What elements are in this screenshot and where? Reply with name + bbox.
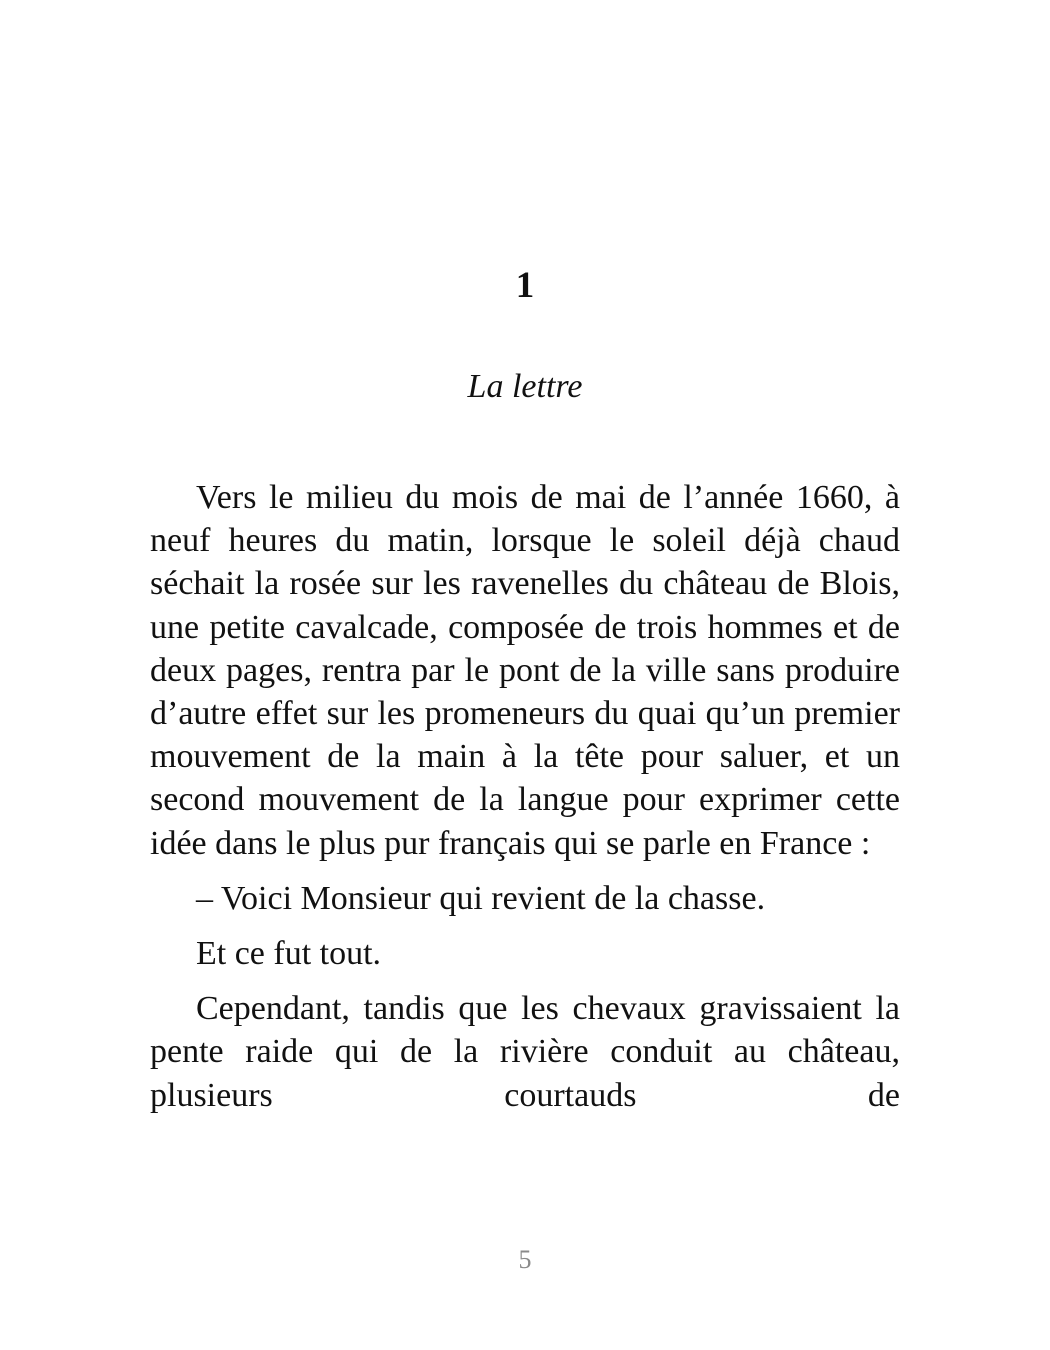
paragraph: Cependant, tandis que les chevaux gravissaient la pente raide qui de la rivière conduit au château, plusieurs courtauds de [150,990,900,1114]
chapter-number: 1 [515,265,535,306]
paragraph: Et ce fut tout. [196,935,382,973]
chapter-body [150,476,900,1129]
paragraph: – Voici Monsieur qui revient de la chasse. [196,879,766,917]
page-number: 5 [518,1245,532,1274]
chapter-title: La lettre [467,368,583,405]
paragraph: Vers le milieu du mois de mai de l’année 1660, à neuf heures du matin, lorsque le soleil déjà chaud séchait la rosée sur les ravenelles du château de Blois, une petite cavalcade, composée de trois hommes et de deux pages, rentra par le pont de la ville sans produire d’autre effet sur les promeneurs du quai qu’un premier mouvement de la main à la tête pour saluer, et un second mouvement de la langue pour exprimer cette idée dans le plus pur français qui se parle en France : [150,479,900,862]
